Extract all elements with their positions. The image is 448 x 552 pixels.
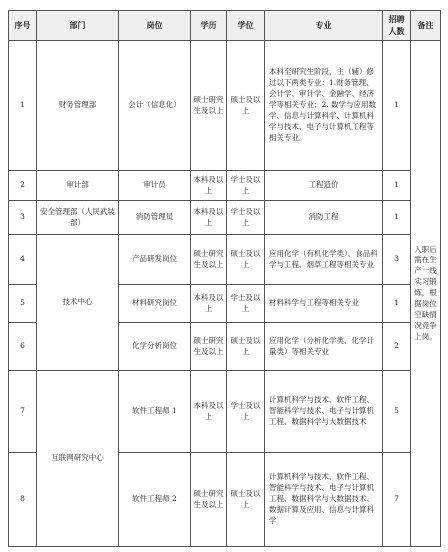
table-row (9, 235, 441, 285)
header-major: 专业 (265, 11, 383, 41)
cell-dept: 安全管理部（人民武装部） (37, 201, 119, 235)
table-row (9, 41, 441, 171)
cell-degree: 学士及以上 (227, 285, 265, 323)
cell-edu: 本科及以上 (191, 371, 227, 453)
cell-degree: 学士及以上 (227, 201, 265, 235)
cell-seq: 7 (9, 371, 37, 453)
cell-degree: 硕士及以上 (227, 235, 265, 285)
cell-seq: 1 (9, 41, 37, 171)
cell-major: 计算机科学与技术、软件工程、智能科学与技术、电子与计算机工程、数据科学与大数据技术、数据计算及应用、信息与计算科学 (265, 453, 383, 547)
table-row (9, 201, 441, 235)
cell-post: 会计（信息化） (119, 41, 191, 171)
cell-edu: 本科及以上 (191, 201, 227, 235)
cell-edu: 硕士研究生及以上 (191, 453, 227, 547)
cell-count: 3 (383, 235, 411, 285)
cell-seq: 8 (9, 453, 37, 547)
header-note: 备注 (411, 11, 441, 41)
cell-post: 消防管理员 (119, 201, 191, 235)
cell-count: 1 (383, 285, 411, 323)
cell-major: 消防工程 (265, 201, 383, 235)
cell-seq: 4 (9, 235, 37, 285)
header-degree: 学位 (227, 11, 265, 41)
cell-major: 计算机科学与技术、软件工程、智能科学与技术、电子与计算机工程、数据科学与大数据技术 (265, 371, 383, 453)
cell-edu: 硕士研究生及以上 (191, 41, 227, 171)
cell-seq: 3 (9, 201, 37, 235)
header-row (9, 11, 441, 41)
cell-degree: 硕士及以上 (227, 41, 265, 171)
header-dept: 部门 (37, 11, 119, 41)
table-row (9, 371, 441, 453)
cell-dept: 审计部 (37, 171, 119, 201)
cell-degree: 学士及以上 (227, 371, 265, 453)
header-seq: 序号 (9, 11, 37, 41)
cell-seq: 5 (9, 285, 37, 323)
recruitment-table-wrap (8, 10, 440, 546)
cell-dept-group: 互联网研究中心 (37, 371, 119, 547)
cell-seq: 2 (9, 171, 37, 201)
cell-major: 应用化学（有机化学类）、食品科学与工程、烟草工程等相关专业 (265, 235, 383, 285)
cell-edu: 硕士研究生及以上 (191, 323, 227, 371)
cell-count: 1 (383, 171, 411, 201)
cell-edu: 本科及以上 (191, 171, 227, 201)
cell-major: 材料科学与工程等相关专业 (265, 285, 383, 323)
cell-post: 化学分析岗位 (119, 323, 191, 371)
cell-seq: 6 (9, 323, 37, 371)
cell-count: 7 (383, 453, 411, 547)
cell-major: 工程造价 (265, 171, 383, 201)
cell-note: 入职后需在生产一线实习锻炼，根据岗位空缺情况竞争上岗。 (411, 41, 441, 547)
cell-count: 1 (383, 41, 411, 171)
cell-post: 产品研发岗位 (119, 235, 191, 285)
recruitment-table (8, 10, 441, 547)
cell-major: 应用化学（分析化学类、化学计量类）等相关专业 (265, 323, 383, 371)
cell-post: 材料研究岗位 (119, 285, 191, 323)
cell-degree: 学士及以上 (227, 171, 265, 201)
cell-edu: 本科及以上 (191, 285, 227, 323)
cell-post: 软件工程师 1 (119, 371, 191, 453)
header-post: 岗位 (119, 11, 191, 41)
cell-post: 审计员 (119, 171, 191, 201)
table-row (9, 171, 441, 201)
cell-degree: 硕士及以上 (227, 323, 265, 371)
cell-degree: 硕士及以上 (227, 453, 265, 547)
cell-major: 本科至研究生阶段，主（辅）修过以下两类专业：1.财务管理、会计学、审计学、金融学、经济学等相关专业；2. 数学与应用数学、信息与计算科学、计算机科学与技术、电子与计算机工程等相关专业。 (265, 41, 383, 171)
cell-post: 软件工程师 2 (119, 453, 191, 547)
cell-edu: 硕士研究生及以上 (191, 235, 227, 285)
header-edu: 学历 (191, 11, 227, 41)
cell-dept: 财务管理部 (37, 41, 119, 171)
header-count: 招聘人数 (383, 11, 411, 41)
cell-count: 2 (383, 323, 411, 371)
cell-dept-group: 技术中心 (37, 235, 119, 371)
cell-count: 1 (383, 201, 411, 235)
cell-count: 5 (383, 371, 411, 453)
